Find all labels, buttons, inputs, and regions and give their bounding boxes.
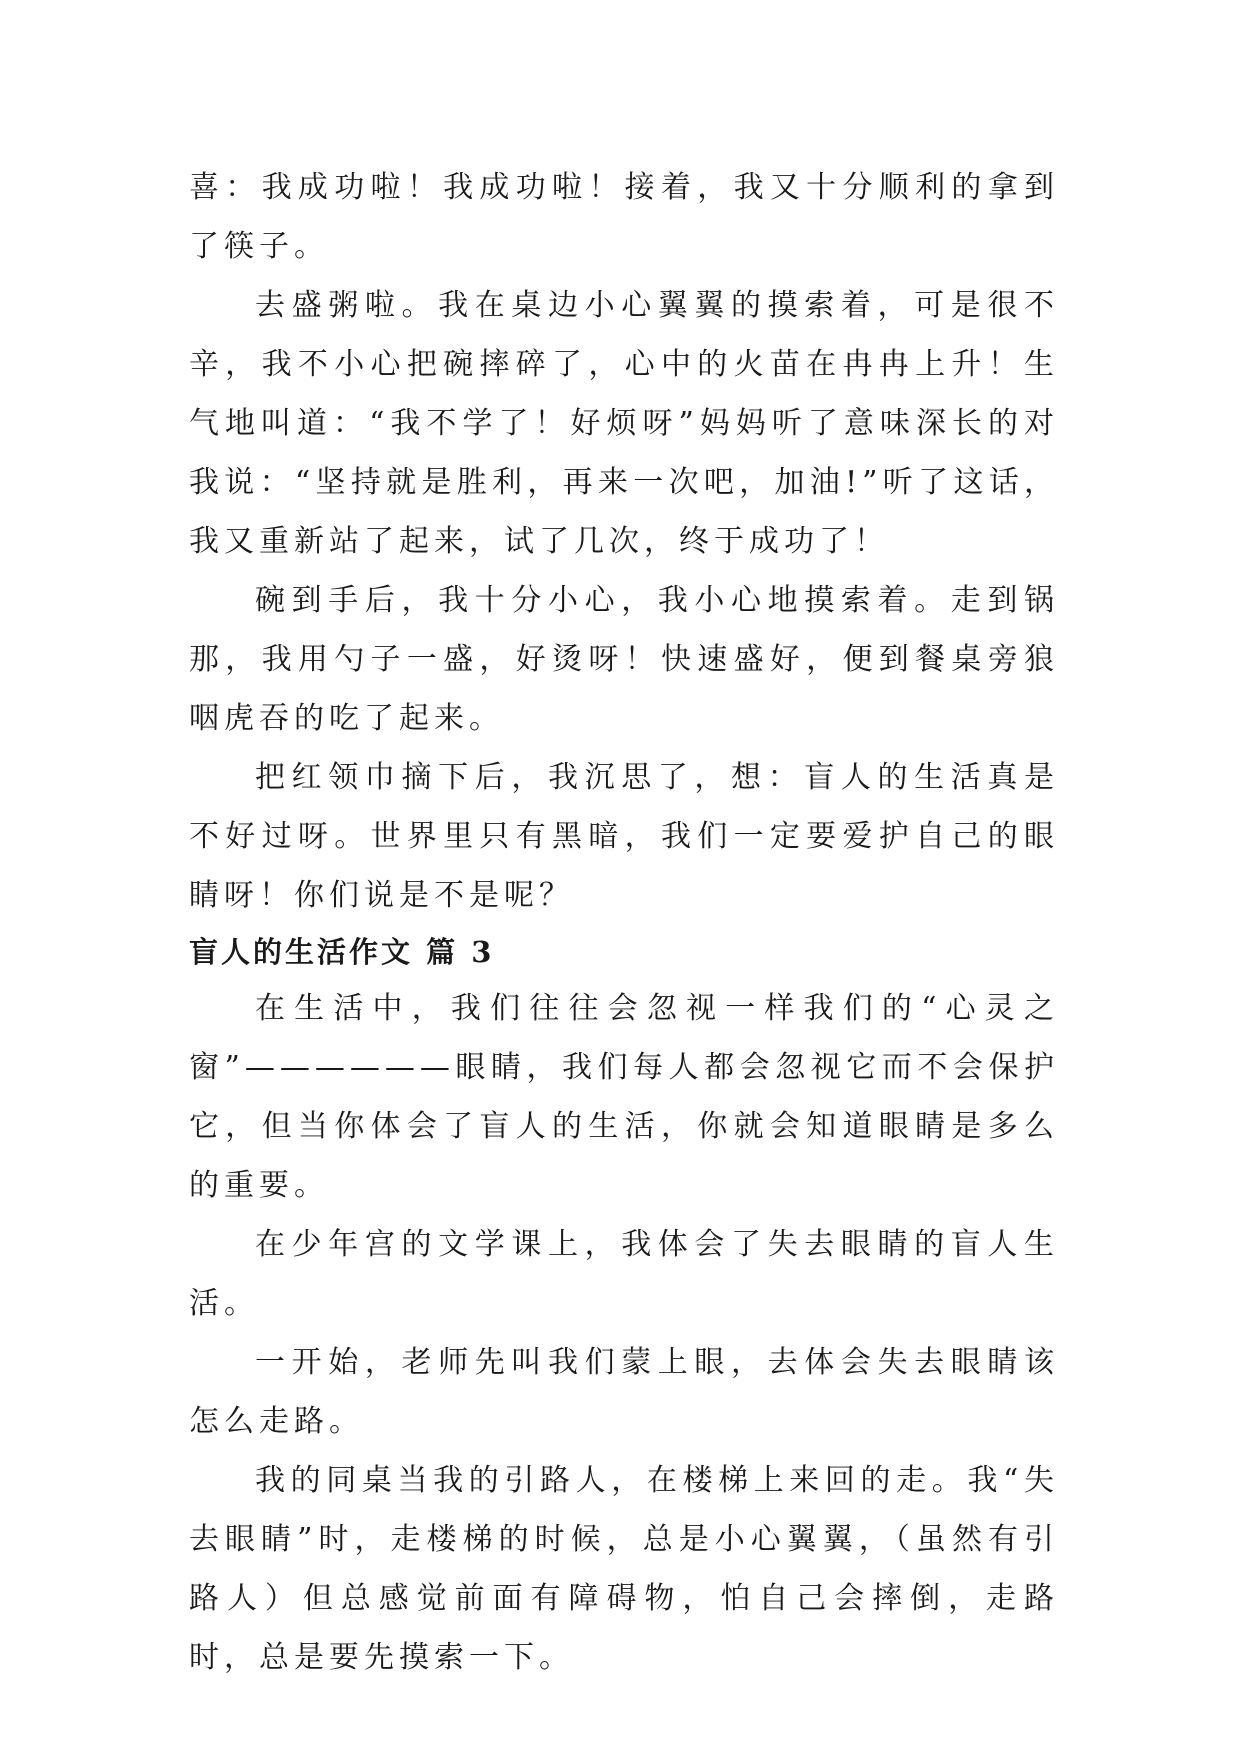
paragraph-bowl: 碗到手后，我十分小心，我小心地摸索着。走到锅那，我用勺子一盛，好烫呀！快速盛好，便到餐桌旁狼咽虎吞的吃了起来。 <box>189 583 1059 736</box>
paragraph-literature-class: 在少年宫的文学课上，我体会了失去眼睛的盲人生活。 <box>189 1227 1059 1321</box>
paragraph-continued: 喜：我成功啦！我成功啦！接着，我又十分顺利的拿到了筷子。 <box>189 170 1059 264</box>
paragraph-blindfold: 一开始，老师先叫我们蒙上眼，去体会失去眼睛该怎么走路。 <box>189 1345 1059 1439</box>
paragraph-reflection: 把红领巾摘下后，我沉思了，想：盲人的生活真是不好过呀。世界里只有黑暗，我们一定要爱护自己的眼睛呀！你们说是不是呢？ <box>189 760 1059 913</box>
paragraph-porridge: 去盛粥啦。我在桌边小心翼翼的摸索着，可是很不辛，我不小心把碗摔碎了，心中的火苗在冉冉上升！生气地叫道：“我不学了！好烦呀”妈妈听了意味深长的对我说：“坚持就是胜利，再来一次吧，加油!”听了这话，我又重新站了起来，试了几次，终于成功了！ <box>189 288 1059 559</box>
section-heading: 盲人的生活作文 篇 3 <box>189 935 495 969</box>
paragraph-window-of-soul: 在生活中，我们往往会忽视一样我们的“心灵之窗”——————眼睛，我们每人都会忽视它而不会保护它，但当你体会了盲人的生活，你就会知道眼睛是多么的重要。 <box>189 991 1059 1203</box>
document-body <box>189 158 1059 1687</box>
paragraph-stairs: 我的同桌当我的引路人，在楼梯上来回的走。我“失去眼睛”时，走楼梯的时候，总是小心翼翼，（虽然有引路人）但总感觉前面有障碍物，怕自己会摔倒，走路时，总是要先摸索一下。 <box>189 1463 1059 1675</box>
